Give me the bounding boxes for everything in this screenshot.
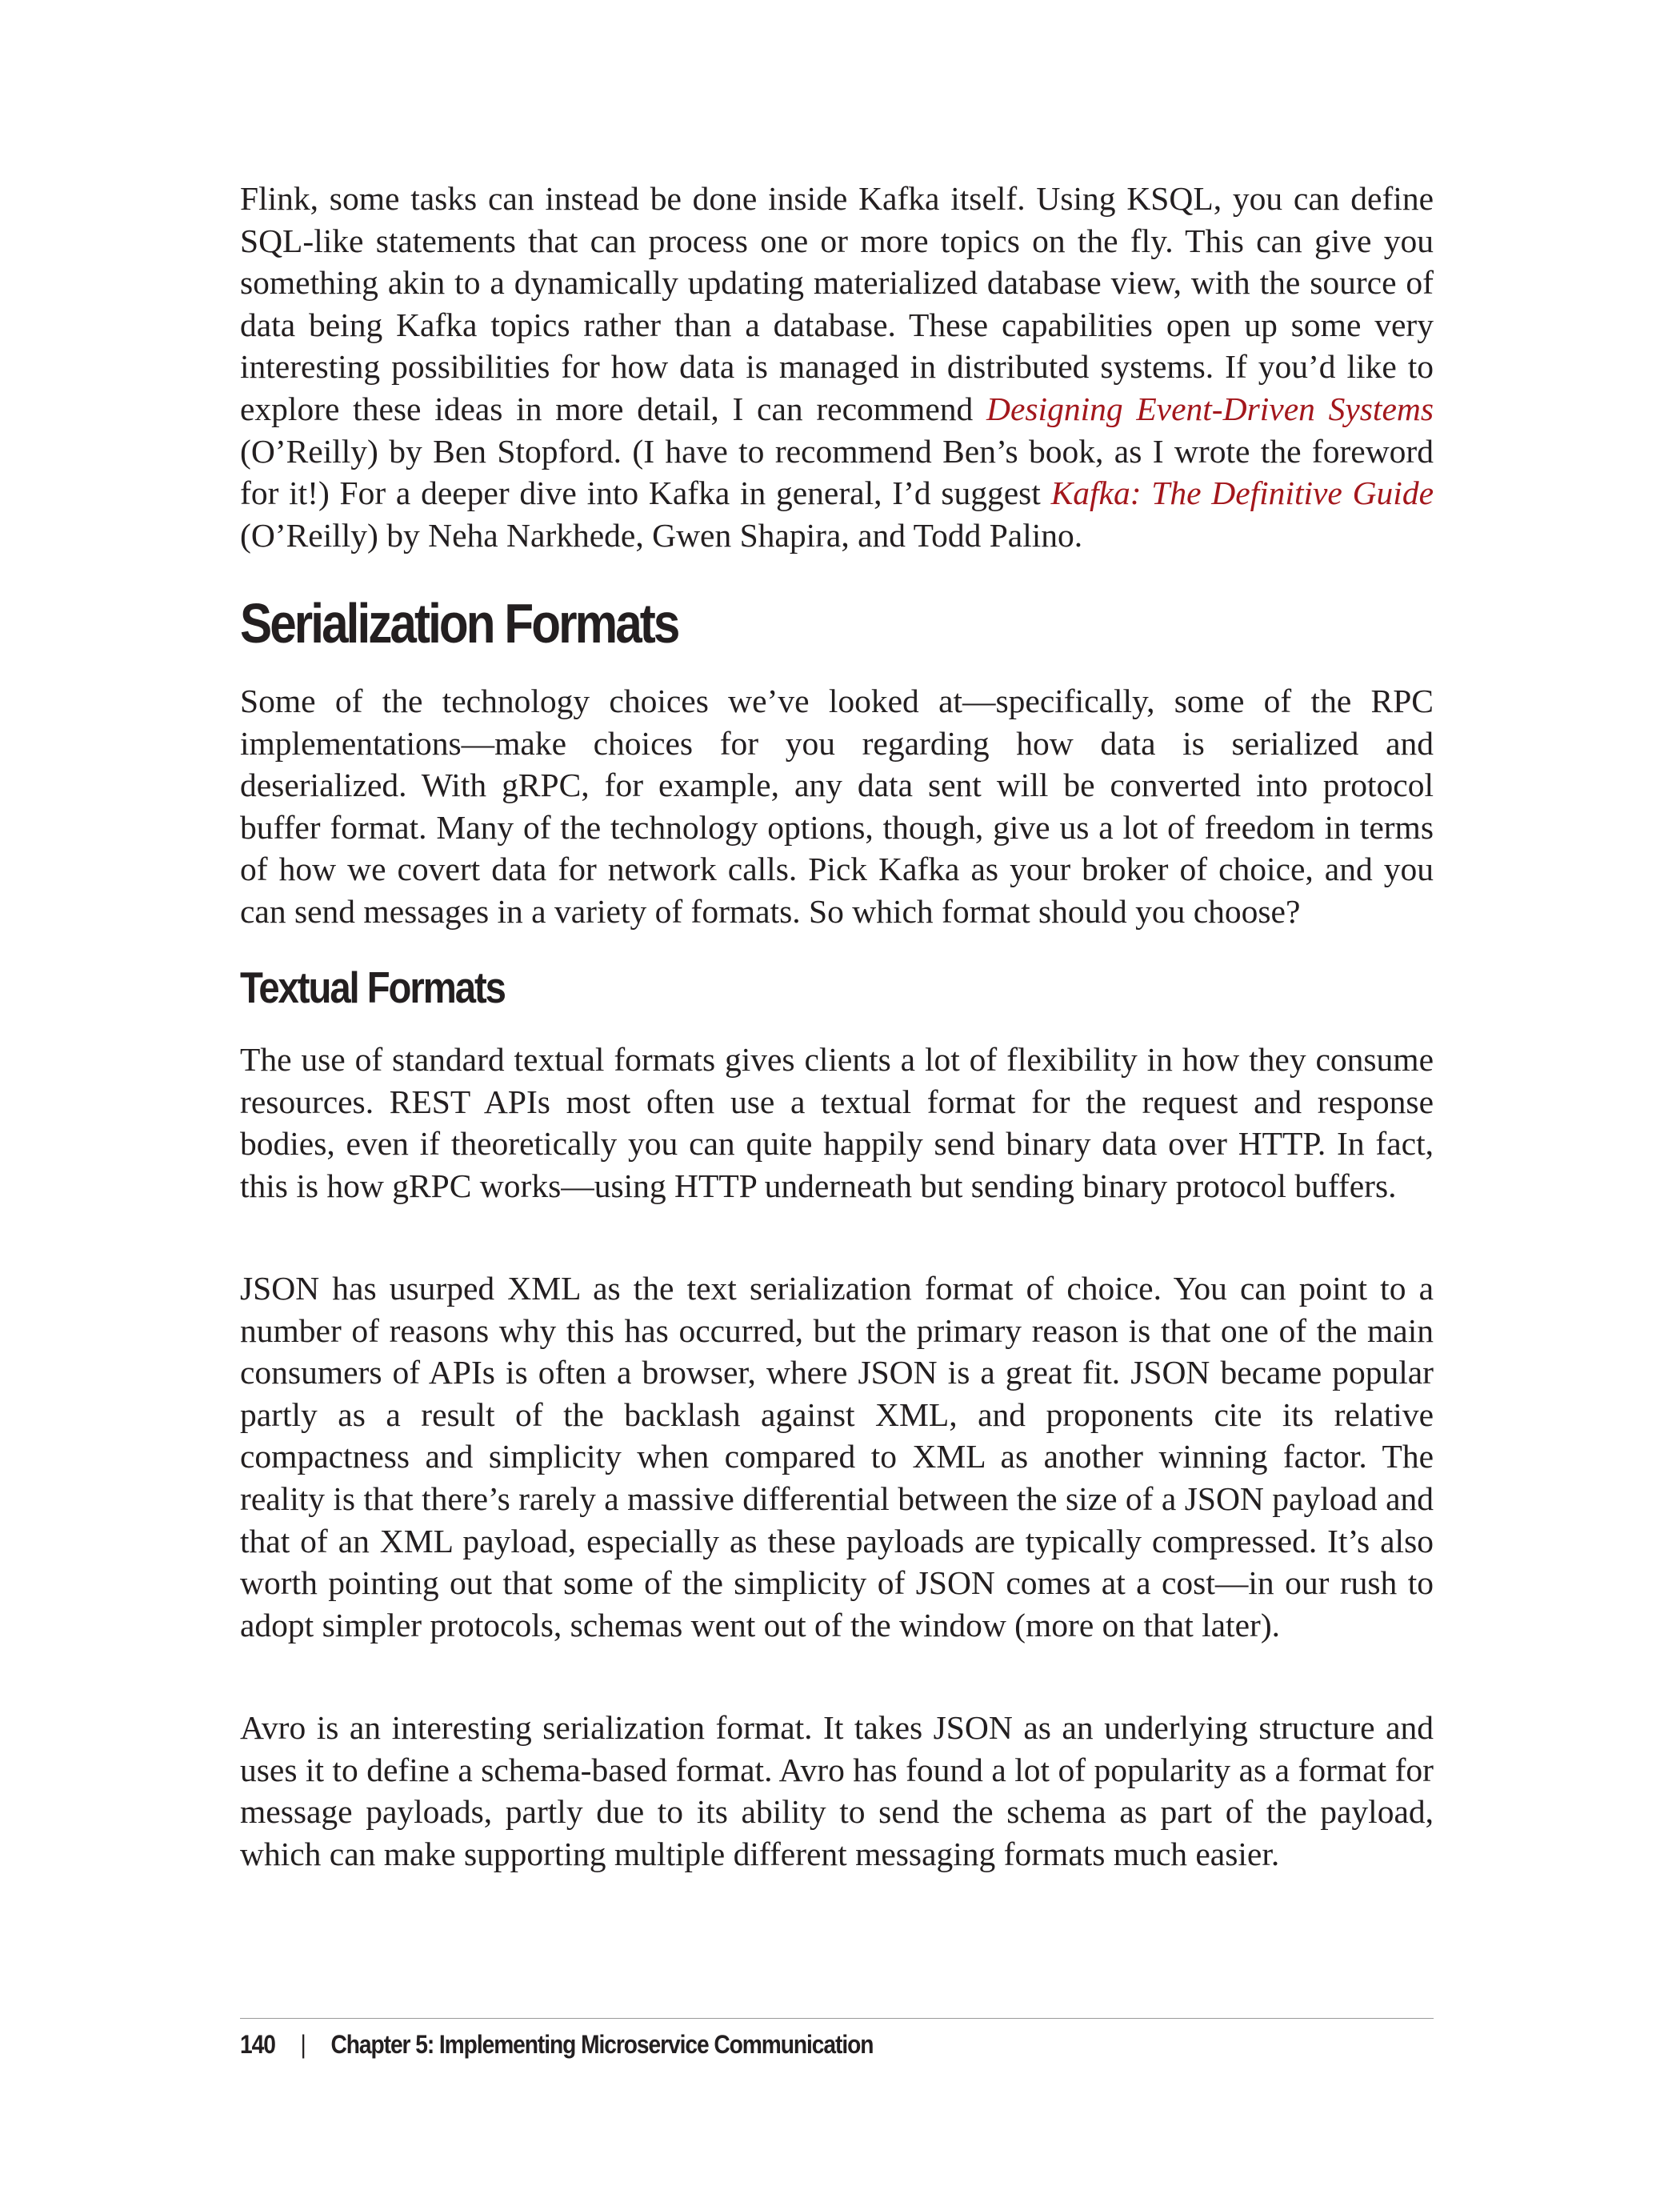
- paragraph-serialization-intro: Some of the technology choices we’ve looked at—specifically, some of the RPC implementations—make choices for you regarding how data is serialized and deserialized. With gRPC, for example, any data sent will be converted into protocol buffer format. Many of the technology options, though, give us a lot of freedom in terms of how we covert data for network calls. Pick Kafka as your broker of choice, and you can send messages in a variety of formats. So which format should you choose?: [240, 683, 1434, 930]
- page-footer: [240, 2028, 873, 2060]
- paragraph-kafka-intro: [240, 178, 1434, 556]
- paragraph-text: (O’Reilly) by Neha Narkhede, Gwen Shapira, and Todd Palino.: [240, 516, 1083, 554]
- book-link-kafka-definitive-guide[interactable]: Kafka: The Definitive Guide: [1050, 474, 1434, 512]
- paragraph-json: JSON has usurped XML as the text serialization format of choice. You can point to a number of reasons why this has occurred, but the primary reason is that one of the main consumers of APIs is often a browser, where JSON is a great fit. JSON became popular partly as a result of the backlash against XML, and proponents cite its relative compactness and simplicity when compared to XML as another winning factor. The reality is that there’s rarely a massive differential between the size of a JSON payload and that of an XML payload, especially as these payloads are typically compressed. It’s also worth pointing out that some of the simplicity of JSON comes at a cost—in our rush to adopt simpler protocols, schemas went out of the window (more on that later).: [240, 1270, 1434, 1643]
- footer-divider: [240, 2018, 1434, 2019]
- chapter-title: Chapter 5: Implementing Microservice Communication: [330, 2030, 874, 2059]
- paragraph-avro: Avro is an interesting serialization format. It takes JSON as an underlying structure and uses it to define a schema-based format. Avro has found a lot of popularity as a format for message payloads, partly due to its ability to send the schema as part of the payload, which can make supporting multiple different messaging formats much easier.: [240, 1709, 1434, 1872]
- book-link-designing-event-driven-systems[interactable]: Designing Event-Driven Systems: [986, 390, 1434, 427]
- paragraph-textual-formats: The use of standard textual formats gives clients a lot of flexibility in how they consume resources. REST APIs most often use a textual format for the request and response bodies, even if theoretically you can quite happily send binary data over HTTP. In fact, this is how gRPC works—using HTTP underneath but sending binary protocol buffers.: [240, 1041, 1434, 1204]
- page-number: 140: [240, 2030, 275, 2059]
- paragraph-text: (O’Reilly) by Ben Stopford. (I have to recommend Ben’s book, as I wrote the foreword for it!) For a deeper dive into Kafka in general, I’d suggest: [240, 432, 1434, 512]
- paragraph-text: Flink, some tasks can instead be done inside Kafka itself. Using KSQL, you can define SQL-like statements that can process one or more topics on the fly. This can give you something akin to a dynamically updating materialized database view, with the source of data being Kafka topics rather than a database. These capabilities open up some very interesting possibilities for how data is managed in distributed systems. If you’d like to explore these ideas in more detail, I can recommend: [240, 180, 1434, 427]
- section-heading: Serialization Formats: [240, 592, 678, 655]
- subsection-heading: Textual Formats: [240, 963, 505, 1012]
- footer-separator: |: [300, 2030, 306, 2059]
